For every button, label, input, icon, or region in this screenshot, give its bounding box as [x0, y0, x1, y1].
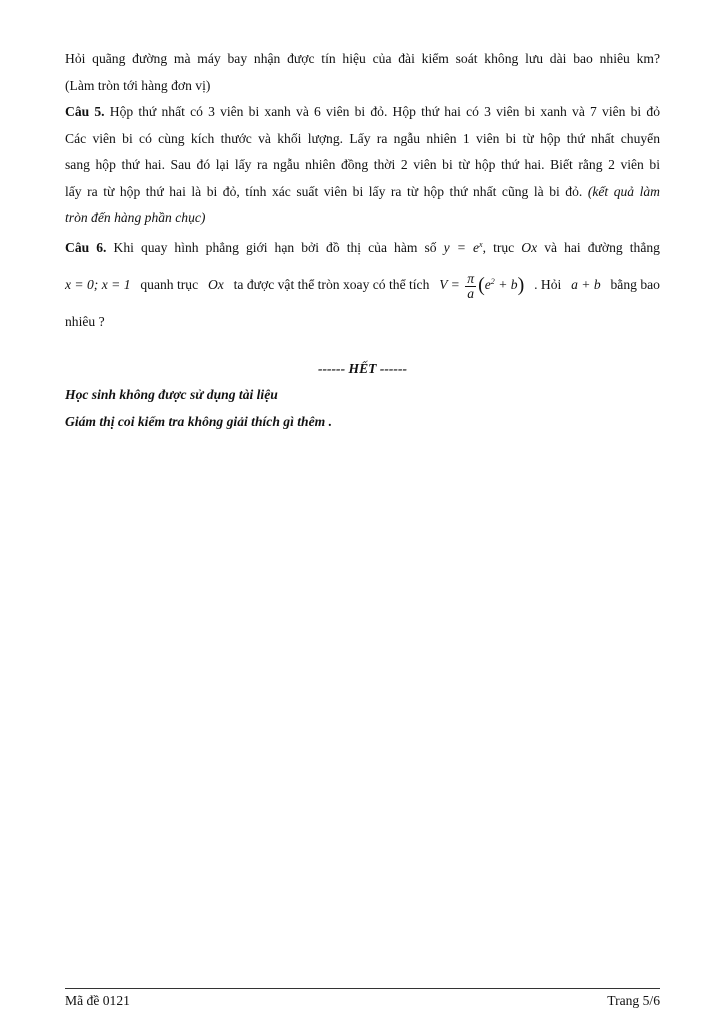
question-5-note: tròn đến hàng phần chục)	[65, 210, 206, 225]
question-6-line: nhiêu ?	[65, 314, 105, 329]
question-5-line	[65, 99, 660, 126]
question-5-line: Các viên bi có cùng kích thước và khối lượng. Lấy ra ngẫu nhiên 1 viên bi từ hộp thứ nhất chuyển	[65, 130, 660, 146]
question-6-text: Khi quay hình phẳng giới hạn bởi đồ thị của hàm số	[113, 239, 437, 255]
question-5-line: sang hộp thứ hai. Sau đó lại lấy ra ngẫu nhiên đồng thời 2 viên bi từ hộp thứ hai. Biết rằng 2 viên bi	[65, 157, 660, 172]
question-6-label: Câu 6.	[65, 239, 107, 255]
exam-page	[65, 46, 660, 435]
question-6-text: , trục	[482, 239, 515, 255]
note-line: Học sinh không được sử dụng tài liệu	[65, 387, 278, 402]
question-5-text: lấy ra từ hộp thứ hai là bi đỏ, tính xác suất viên bi lấy ra từ hộp thứ nhất cũng là bi đỏ.	[65, 183, 583, 199]
question-6-formula-line	[65, 261, 660, 309]
pi-over-a-fraction: $\frac{\pi}{a}$	[467, 270, 475, 301]
question-6-text: ta được vật thể tròn xoay có thể tích	[233, 276, 430, 292]
sum-expression: a + b	[571, 276, 601, 292]
question-5-note: (kết quả làm	[587, 183, 661, 199]
volume-formula: V = $\frac{\pi}{a}$ $(e^2 + b)$	[439, 270, 525, 301]
question-6-text: bằng bao	[610, 276, 660, 292]
page-number: Trang 5/6	[607, 993, 660, 1008]
question-5-label: Câu 5.	[65, 104, 105, 119]
boundary-condition: x = 0; x = 1	[65, 276, 131, 292]
question-6-line	[65, 232, 660, 262]
axis-symbol: Ox	[207, 276, 224, 292]
question-6-text: quanh trục	[140, 276, 199, 292]
note-line: Giám thị coi kiểm tra không giải thích gì thêm .	[65, 413, 332, 429]
page-footer	[65, 988, 660, 1009]
text-line: (Làm tròn tới hàng đơn vị)	[65, 77, 211, 93]
end-marker: ------ HẾT ------	[317, 360, 408, 376]
axis-symbol: Ox	[521, 239, 538, 255]
question-5-line	[65, 179, 660, 206]
question-5-text: Hộp thứ nhất có 3 viên bi xanh và 6 viên bi đỏ. Hộp thứ hai có 3 viên bi xanh và 7 viên bi đỏ	[109, 104, 660, 119]
text-line: Hỏi quãng đường mà máy bay nhận được tín hiệu của đài kiểm soát không lưu dài bao nhiêu km?	[65, 51, 660, 66]
question-6-text: và hai đường thẳng	[544, 239, 660, 255]
function-expression: $y = e^x$	[443, 239, 483, 255]
question-6-text: . Hỏi	[534, 276, 562, 292]
exam-code: Mã đề 0121	[65, 993, 130, 1008]
